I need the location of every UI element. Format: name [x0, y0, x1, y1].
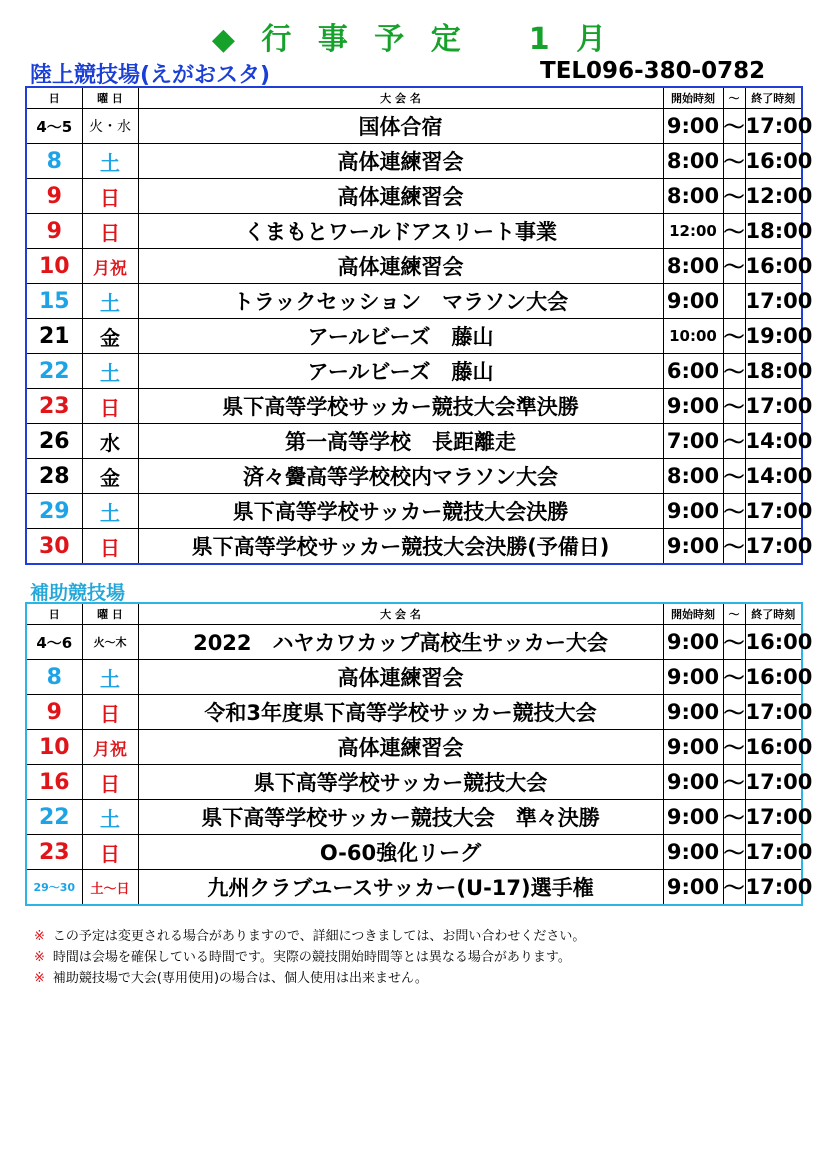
end-cell: 18:00 [745, 354, 802, 389]
table-row [26, 249, 802, 284]
aux-schedule-table [25, 602, 813, 906]
end-cell: 17:00 [745, 284, 802, 319]
event-cell: くまもとワールドアスリート事業 [138, 214, 663, 249]
dow-cell: 日 [82, 389, 138, 424]
start-cell: 9:00 [663, 109, 723, 144]
event-cell: 令和3年度県下高等学校サッカー競技大会 [138, 695, 663, 730]
dow-cell: 土 [82, 800, 138, 835]
tilde-cell: ～ [723, 214, 745, 249]
tilde-cell: ～ [723, 529, 745, 565]
aux-section-label: 補助競技場 [30, 582, 126, 604]
end-cell: 17:00 [745, 800, 802, 835]
header-event: 大 会 名 [138, 87, 663, 109]
dow-cell: 土 [82, 284, 138, 319]
event-cell: 高体連練習会 [138, 660, 663, 695]
end-cell: 14:00 [745, 459, 802, 494]
note-item: ※ 時間は会場を確保している時間です。実際の競技開始時間等とは異なる場合があります。 [34, 950, 571, 965]
table-header [26, 603, 802, 625]
note-item: ※ 補助競技場で大会(専用使用)の場合は、個人使用は出来ません。 [34, 971, 428, 986]
tilde-cell: ～ [723, 319, 745, 354]
table-row [26, 389, 802, 424]
start-cell: 12:00 [663, 214, 723, 249]
tilde-cell: ～ [723, 179, 745, 214]
event-cell: 高体連練習会 [138, 179, 663, 214]
start-cell: 9:00 [663, 800, 723, 835]
dow-cell: 日 [82, 179, 138, 214]
start-cell: 7:00 [663, 424, 723, 459]
table-row [26, 529, 802, 565]
start-cell: 9:00 [663, 529, 723, 565]
dow-cell: 金 [82, 459, 138, 494]
start-cell: 8:00 [663, 459, 723, 494]
tilde-cell: ～ [723, 660, 745, 695]
start-cell: 9:00 [663, 660, 723, 695]
day-cell: 8 [26, 660, 82, 695]
table-row [26, 459, 802, 494]
tilde-cell: ～ [723, 870, 745, 906]
tilde-cell: ～ [723, 800, 745, 835]
event-cell: 県下高等学校サッカー競技大会決勝 [138, 494, 663, 529]
table-row [26, 730, 802, 765]
day-cell: 9 [26, 179, 82, 214]
day-cell: 4～6 [26, 625, 82, 660]
phone-number: TEL096-380-0782 [540, 58, 766, 84]
start-cell: 9:00 [663, 835, 723, 870]
tilde-cell: ～ [723, 249, 745, 284]
event-cell: 高体連練習会 [138, 730, 663, 765]
tilde-cell: ～ [723, 109, 745, 144]
main-section-label: 陸上競技場(えがおスタ) [30, 63, 271, 88]
event-cell: 済々黌高等学校校内マラソン大会 [138, 459, 663, 494]
table-header [26, 87, 802, 109]
dow-cell: 火～木 [82, 625, 138, 660]
end-cell: 19:00 [745, 319, 802, 354]
event-cell: 県下高等学校サッカー競技大会 準々決勝 [138, 800, 663, 835]
event-cell: 九州クラブユースサッカー(U-17)選手権 [138, 870, 663, 906]
main-schedule-table [25, 86, 813, 565]
day-cell: 30 [26, 529, 82, 565]
table-row [26, 695, 802, 730]
event-cell: アールビーズ 藤山 [138, 354, 663, 389]
start-cell: 9:00 [663, 284, 723, 319]
day-cell: 16 [26, 765, 82, 800]
day-cell: 29 [26, 494, 82, 529]
dow-cell: 月祝 [82, 249, 138, 284]
day-cell: 23 [26, 389, 82, 424]
dow-cell: 土 [82, 144, 138, 179]
tilde-cell [723, 284, 745, 319]
table-row [26, 319, 802, 354]
start-cell: 9:00 [663, 765, 723, 800]
dow-cell: 日 [82, 529, 138, 565]
end-cell: 17:00 [745, 389, 802, 424]
day-cell: 23 [26, 835, 82, 870]
event-cell: 第一高等学校 長距離走 [138, 424, 663, 459]
day-cell: 10 [26, 249, 82, 284]
day-cell: 28 [26, 459, 82, 494]
event-cell: 県下高等学校サッカー競技大会準決勝 [138, 389, 663, 424]
end-cell: 12:00 [745, 179, 802, 214]
day-cell: 22 [26, 354, 82, 389]
start-cell: 9:00 [663, 389, 723, 424]
dow-cell: 土 [82, 494, 138, 529]
day-cell: 22 [26, 800, 82, 835]
table-row [26, 835, 802, 870]
end-cell: 17:00 [745, 870, 802, 906]
tilde-cell: ～ [723, 730, 745, 765]
event-cell: 国体合宿 [138, 109, 663, 144]
tilde-cell: ～ [723, 354, 745, 389]
header-dow: 曜 日 [82, 603, 138, 625]
page-title: ◆ 行 事 予 定 1 月 [211, 22, 615, 57]
dow-cell: 水 [82, 424, 138, 459]
end-cell: 16:00 [745, 660, 802, 695]
start-cell: 6:00 [663, 354, 723, 389]
end-cell: 14:00 [745, 424, 802, 459]
end-cell: 17:00 [745, 109, 802, 144]
start-cell: 10:00 [663, 319, 723, 354]
end-cell: 18:00 [745, 214, 802, 249]
day-cell: 15 [26, 284, 82, 319]
table-row [26, 424, 802, 459]
dow-cell: 火・水 [82, 109, 138, 144]
table-row [26, 660, 802, 695]
header-tilde: ～ [723, 87, 745, 109]
start-cell: 8:00 [663, 249, 723, 284]
dow-cell: 土 [82, 354, 138, 389]
dow-cell: 日 [82, 695, 138, 730]
header-start: 開始時刻 [663, 603, 723, 625]
table-row [26, 354, 802, 389]
end-cell: 17:00 [745, 529, 802, 565]
dow-cell: 金 [82, 319, 138, 354]
day-cell: 29～30 [26, 870, 82, 906]
end-cell: 17:00 [745, 695, 802, 730]
event-cell: O-60強化リーグ [138, 835, 663, 870]
table-row [26, 284, 802, 319]
day-cell: 9 [26, 214, 82, 249]
start-cell: 8:00 [663, 179, 723, 214]
start-cell: 8:00 [663, 144, 723, 179]
event-cell: 2022 ハヤカワカップ高校生サッカー大会 [138, 625, 663, 660]
tilde-cell: ～ [723, 765, 745, 800]
table-row [26, 625, 802, 660]
header-start: 開始時刻 [663, 87, 723, 109]
table-row [26, 870, 802, 906]
event-cell: 高体連練習会 [138, 144, 663, 179]
dow-cell: 土 [82, 660, 138, 695]
end-cell: 16:00 [745, 249, 802, 284]
end-cell: 16:00 [745, 144, 802, 179]
day-cell: 4～5 [26, 109, 82, 144]
header-end: 終了時刻 [745, 603, 802, 625]
day-cell: 8 [26, 144, 82, 179]
tilde-cell: ～ [723, 144, 745, 179]
tilde-cell: ～ [723, 424, 745, 459]
event-cell: 県下高等学校サッカー競技大会 [138, 765, 663, 800]
end-cell: 16:00 [745, 625, 802, 660]
header-end: 終了時刻 [745, 87, 802, 109]
header-day: 日 [26, 603, 82, 625]
start-cell: 9:00 [663, 494, 723, 529]
day-cell: 21 [26, 319, 82, 354]
start-cell: 9:00 [663, 695, 723, 730]
day-cell: 10 [26, 730, 82, 765]
tilde-cell: ～ [723, 389, 745, 424]
notes [34, 926, 585, 989]
day-cell: 26 [26, 424, 82, 459]
header-tilde: ～ [723, 603, 745, 625]
table-row [26, 765, 802, 800]
dow-cell: 月祝 [82, 730, 138, 765]
header-event: 大 会 名 [138, 603, 663, 625]
tilde-cell: ～ [723, 494, 745, 529]
header-dow: 曜 日 [82, 87, 138, 109]
end-cell: 16:00 [745, 730, 802, 765]
start-cell: 9:00 [663, 730, 723, 765]
tilde-cell: ～ [723, 695, 745, 730]
header-day: 日 [26, 87, 82, 109]
start-cell: 9:00 [663, 870, 723, 906]
tilde-cell: ～ [723, 835, 745, 870]
end-cell: 17:00 [745, 494, 802, 529]
event-cell: アールビーズ 藤山 [138, 319, 663, 354]
end-cell: 17:00 [745, 835, 802, 870]
dow-cell: 土～日 [82, 870, 138, 906]
event-cell: 高体連練習会 [138, 249, 663, 284]
table-row [26, 109, 802, 144]
start-cell: 9:00 [663, 625, 723, 660]
dow-cell: 日 [82, 214, 138, 249]
tilde-cell: ～ [723, 625, 745, 660]
table-row [26, 214, 802, 249]
note-item: ※ この予定は変更される場合がありますので、詳細につきましては、お問い合わせください。 [34, 929, 586, 944]
table-row [26, 179, 802, 214]
event-cell: 県下高等学校サッカー競技大会決勝(予備日) [138, 529, 663, 565]
end-cell: 17:00 [745, 765, 802, 800]
dow-cell: 日 [82, 835, 138, 870]
day-cell: 9 [26, 695, 82, 730]
table-row [26, 800, 802, 835]
table-row [26, 144, 802, 179]
tilde-cell: ～ [723, 459, 745, 494]
event-cell: トラックセッション マラソン大会 [138, 284, 663, 319]
dow-cell: 日 [82, 765, 138, 800]
month: 1 月 [528, 22, 615, 57]
table-row [26, 494, 802, 529]
